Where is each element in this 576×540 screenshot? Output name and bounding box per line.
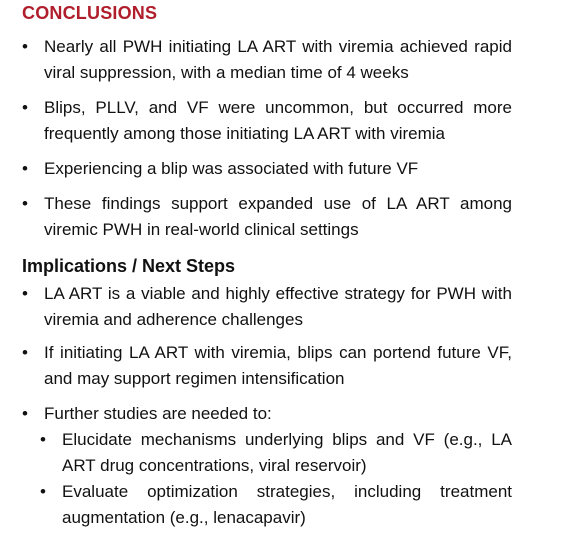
implications-heading: Implications / Next Steps [22, 256, 236, 276]
bullet-icon: • [22, 194, 28, 213]
bullet-icon: • [40, 430, 46, 449]
conclusion-item-2 [22, 95, 512, 147]
conclusion-item-4 [22, 191, 512, 243]
implication-item-3 [22, 401, 512, 427]
sub-text-1: Elucidate mechanisms underlying blips and VF (e.g., LA ART drug concentrations, viral reservoir) [62, 430, 512, 475]
implication-item-1 [22, 281, 512, 333]
conclusion-text-4: These findings support expanded use of LA ART among viremic PWH in real-world clinical settings [44, 194, 512, 239]
conclusion-text-1: Nearly all PWH initiating LA ART with viremia achieved rapid viral suppression, with a median time of 4 weeks [44, 37, 512, 82]
implication-text-3: Further studies are needed to: [44, 404, 272, 423]
bullet-icon: • [22, 404, 28, 423]
bullet-icon: • [22, 98, 28, 117]
conclusions-heading: CONCLUSIONS [22, 3, 158, 23]
bullet-icon: • [40, 482, 46, 501]
sub-text-2: Evaluate optimization strategies, including treatment augmentation (e.g., lenacapavir) [62, 482, 512, 527]
conclusion-text-3: Experiencing a blip was associated with future VF [44, 159, 419, 178]
bullet-icon: • [22, 284, 28, 303]
implication-item-2 [22, 340, 512, 392]
sub-item-2 [40, 479, 512, 531]
bullet-icon: • [22, 343, 28, 362]
implication-text-1: LA ART is a viable and highly effective strategy for PWH with viremia and adherence challenges [44, 284, 512, 329]
implication-text-2: If initiating LA ART with viremia, blips can portend future VF, and may support regimen intensification [44, 343, 512, 388]
conclusion-item-1 [22, 34, 512, 86]
sub-item-1 [40, 427, 512, 479]
conclusion-item-3 [22, 156, 512, 182]
bullet-icon: • [22, 37, 28, 56]
conclusion-text-2: Blips, PLLV, and VF were uncommon, but occurred more frequently among those initiating LA ART with viremia [44, 98, 512, 143]
bullet-icon: • [22, 159, 28, 178]
